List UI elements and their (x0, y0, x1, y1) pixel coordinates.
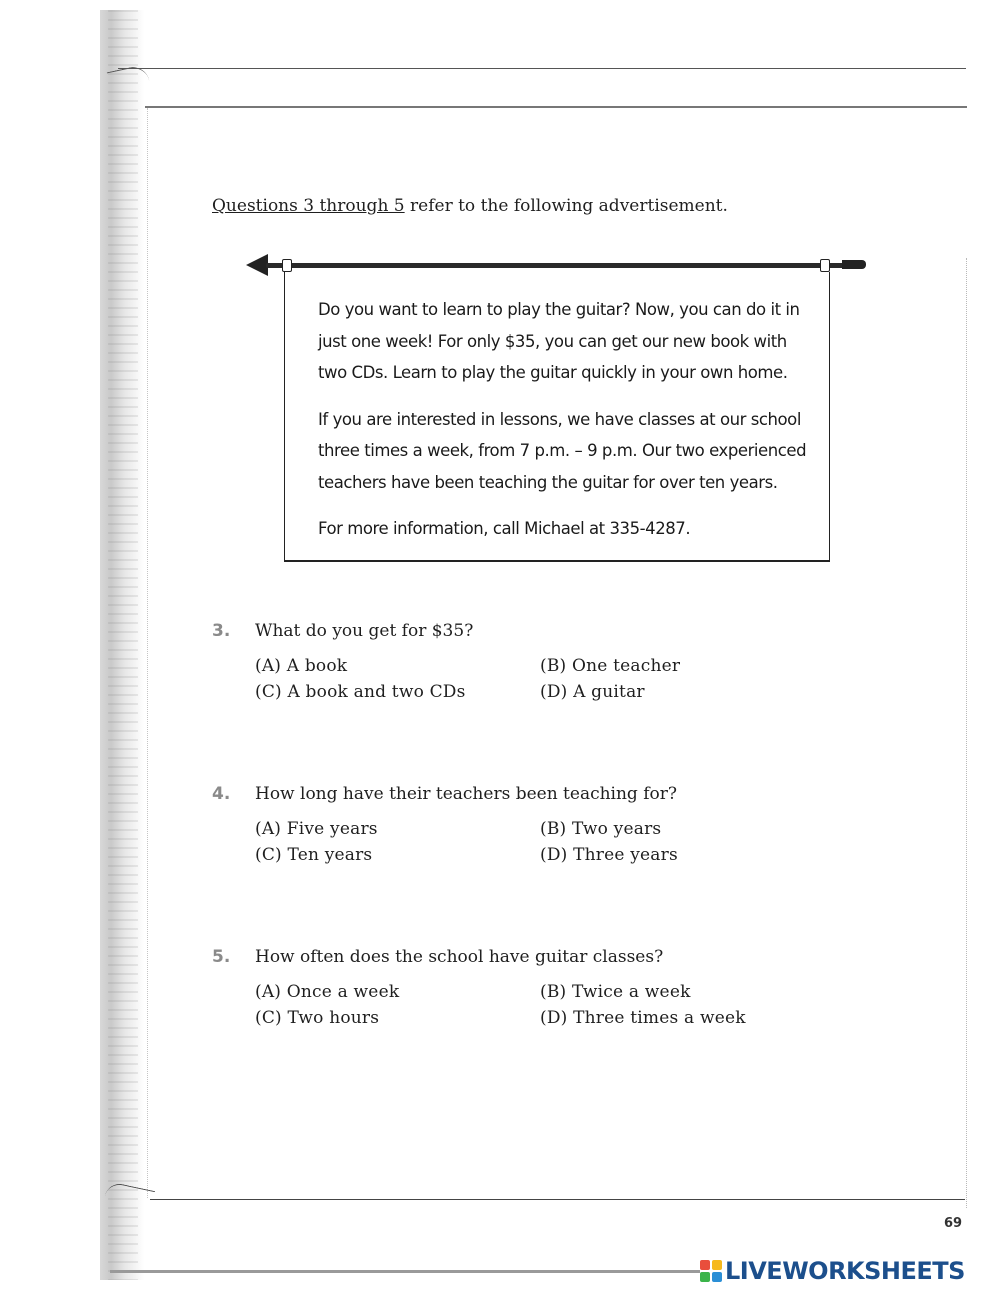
scroll-rod-left-cap (282, 259, 292, 272)
liveworksheets-logo-text: LIVEWORKSHEETS (725, 1257, 965, 1285)
bottom-rule (150, 1199, 965, 1200)
option-a[interactable]: (A) A book (255, 656, 348, 676)
question-text: How often does the school have guitar classes? (255, 947, 664, 967)
scroll-rod-bar (266, 263, 846, 268)
top-rule-secondary (145, 106, 967, 108)
advertisement-paragraph: If you are interested in lessons, we have classes at our school three times a week, from 7 p.m. – 9 p.m. Our two experienced teachers have been teaching the guitar for over ten years. (318, 409, 807, 492)
option-d[interactable]: (D) Three years (540, 845, 678, 865)
liveworksheets-logo-icon (700, 1260, 722, 1282)
question-number: 5. (212, 947, 231, 967)
page-number: 69 (944, 1216, 963, 1231)
option-b[interactable]: (B) Twice a week (540, 982, 691, 1002)
intro-text: refer to the following advertisement. (404, 196, 728, 216)
option-c[interactable]: (C) Ten years (255, 845, 373, 865)
footer-band (110, 1270, 700, 1273)
advertisement-scroll-rod (246, 262, 866, 271)
question-number: 4. (212, 784, 231, 804)
option-d[interactable]: (D) Three times a week (540, 1008, 746, 1028)
option-b[interactable]: (B) One teacher (540, 656, 681, 676)
top-rule (118, 68, 966, 69)
page-binding-texture (108, 10, 138, 1280)
option-a[interactable]: (A) Five years (255, 819, 378, 839)
option-b[interactable]: (B) Two years (540, 819, 662, 839)
question-text: What do you get for $35? (255, 621, 474, 641)
liveworksheets-logo[interactable] (700, 1256, 965, 1286)
option-d[interactable]: (D) A guitar (540, 682, 645, 702)
advertisement-paragraph: For more information, call Michael at 335-4287. (318, 519, 691, 538)
left-margin-line (147, 108, 148, 1198)
advertisement-text (318, 294, 808, 560)
right-margin-line (966, 258, 967, 1208)
section-intro (212, 196, 728, 216)
advertisement-paragraph: Do you want to learn to play the guitar? Now, you can do it in just one week! For only $35, you can get our new book with two CDs. Learn to play the guitar quickly in your own home. (318, 300, 800, 382)
option-c[interactable]: (C) A book and two CDs (255, 682, 466, 702)
scroll-rod-left-end (246, 254, 268, 276)
option-a[interactable]: (A) Once a week (255, 982, 400, 1002)
question-text: How long have their teachers been teaching for? (255, 784, 677, 804)
option-c[interactable]: (C) Two hours (255, 1008, 380, 1028)
question-number: 3. (212, 621, 231, 641)
intro-question-range: Questions 3 through 5 (212, 196, 405, 216)
scroll-rod-right-end (842, 260, 866, 269)
scroll-rod-right-cap (820, 259, 830, 272)
